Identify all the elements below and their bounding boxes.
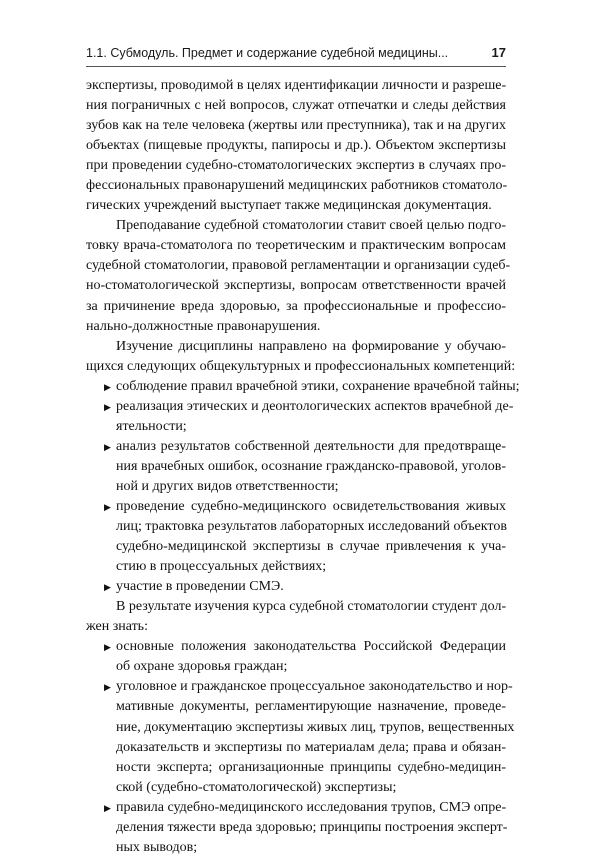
- paragraph-first-line: В результате изучения курса судебной стоматологии студент дол-: [116, 599, 507, 615]
- text-line: объектах (пищевые продукты, папиросы и др.). Объектом экспертизы: [86, 138, 506, 154]
- text-line: зубов как на теле человека (жертвы или преступника), так и на других: [86, 118, 506, 134]
- list-item-continuation: лиц; трактовка результатов лабораторных исследований объектов: [116, 519, 507, 535]
- bullet-triangle-icon: ▶: [104, 501, 111, 512]
- text-line: жен знать:: [86, 619, 148, 635]
- list-item-text: основные положения законодательства Российской Федерации: [116, 639, 506, 655]
- list-item-continuation: ятельности;: [116, 418, 187, 434]
- text-line: нально-должностные правонарушения.: [86, 318, 321, 334]
- list-item: [86, 497, 506, 517]
- bullet-triangle-icon: ▶: [104, 441, 111, 452]
- list-item: [86, 397, 514, 417]
- page-number: 17: [491, 45, 506, 60]
- text-line: фессиональных правонарушений медицинских работников стоматоло-: [86, 178, 508, 194]
- list-item: [86, 798, 506, 818]
- list-item-continuation: мативные документы, регламентирующие назначение, проведе-: [116, 699, 506, 715]
- text-line: гических учреждений выступает также медицинская документация.: [86, 198, 492, 214]
- bullet-triangle-icon: ▶: [104, 682, 111, 693]
- list-item: [86, 637, 506, 657]
- list-item: [86, 377, 520, 397]
- list-item-continuation: ности эксперта; организационные принципы судебно-медицин-: [116, 759, 506, 775]
- bullet-triangle-icon: ▶: [104, 642, 111, 653]
- list-item-text: правила судебно-медицинского исследования трупов, СМЭ опре-: [116, 799, 507, 815]
- list-item-continuation: стию в процессуальных действиях;: [116, 559, 327, 575]
- list-item-continuation: об охране здоровья граждан;: [116, 659, 288, 675]
- list-item-continuation: деления тяжести вреда здоровью; принципы построения эксперт-: [116, 819, 508, 835]
- list-item-text: проведение судебно-медицинского освидетельствования живых: [116, 498, 506, 514]
- paragraph-first-line: Изучение дисциплины направлено на формирование у обучаю-: [116, 338, 506, 354]
- running-header-title: 1.1. Субмодуль. Предмет и содержание судебной медицины...: [86, 46, 449, 60]
- list-item-text: соблюдение правил врачебной этики, сохранение врачебной тайны;: [116, 378, 520, 394]
- list-item-continuation: ных выводов;: [116, 839, 198, 855]
- paragraph-first-line: Преподавание судебной стоматологии ставит своей целью подго-: [116, 218, 506, 234]
- text-line: за причинение вреда здоровью, за профессиональные и профессио-: [86, 298, 506, 314]
- bullet-triangle-icon: ▶: [104, 582, 111, 593]
- list-item-continuation: ной и других видов ответственности;: [116, 478, 339, 494]
- list-item-text: уголовное и гражданское процессуальное законодательство и нор-: [116, 679, 513, 695]
- list-item-text: реализация этических и деонтологических аспектов врачебной де-: [116, 398, 514, 414]
- list-item: [86, 577, 506, 597]
- text-line: но-стоматологической экспертизы, вопросам ответственности врачей: [86, 278, 506, 294]
- text-line: при проведении судебно-стоматологических экспертиз в случаях про-: [86, 158, 506, 174]
- list-item-continuation: ния врачебных ошибок, осознание гражданско-правовой, уголов-: [116, 458, 506, 474]
- bullet-triangle-icon: ▶: [104, 381, 111, 392]
- list-item-continuation: ние, документацию экспертизы живых лиц, трупов, вещественных: [116, 719, 515, 735]
- list-item-continuation: доказательств и экспертизы по материалам дела; права и обязан-: [116, 739, 506, 755]
- text-line: экспертизы, проводимой в целях идентификации личности и разреше-: [86, 78, 507, 93]
- text-line: щихся следующих общекультурных и профессиональных компетенций:: [86, 358, 516, 374]
- list-item: [86, 677, 513, 697]
- running-header: [86, 44, 506, 64]
- bullet-triangle-icon: ▶: [104, 401, 111, 412]
- list-item-text: участие в проведении СМЭ.: [116, 579, 284, 595]
- text-line: ния пограничных с ней вопросов, служат отпечатки и следы действия: [86, 98, 506, 114]
- list-item: [86, 437, 506, 457]
- text-line: судебной стоматологии, правовой регламентации и организации судеб-: [86, 258, 511, 274]
- header-rule: [86, 66, 506, 67]
- list-item-text: анализ результатов собственной деятельности для предотвраще-: [116, 438, 506, 454]
- text-line: товку врача-стоматолога по теоретическим и практическим вопросам: [86, 238, 506, 254]
- list-item-continuation: ской (судебно-стоматологической) экспертизы;: [116, 779, 397, 795]
- list-item-continuation: судебно-медицинской экспертизы в случае привлечения к уча-: [116, 539, 506, 555]
- bullet-triangle-icon: ▶: [104, 802, 111, 813]
- body-text: [86, 76, 520, 858]
